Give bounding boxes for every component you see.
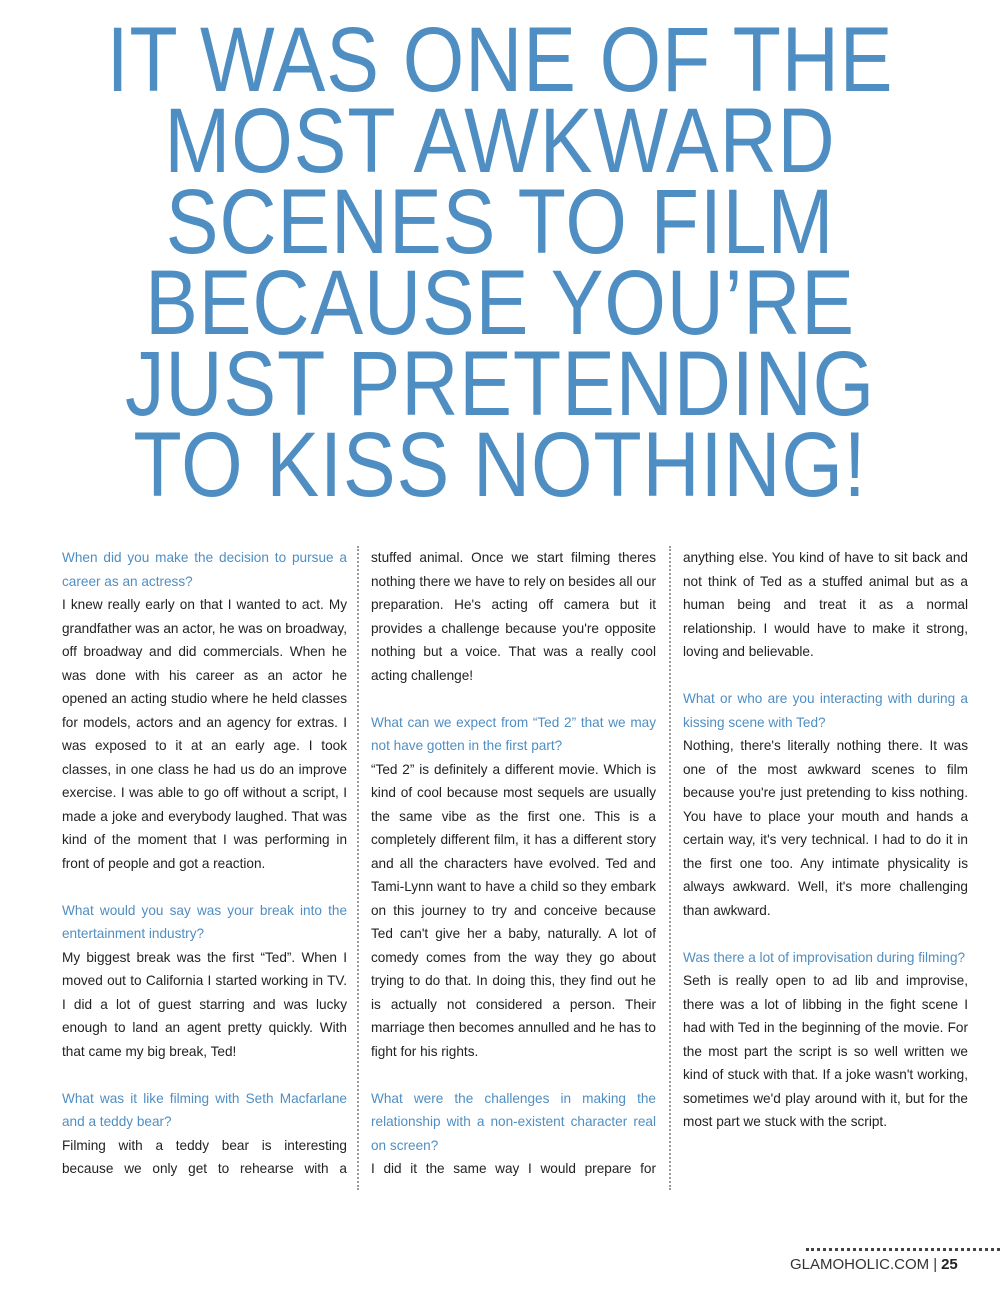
question-6: What or who are you interacting with during a kissing scene with Ted? (683, 691, 968, 730)
answer-3-continued: stuffed animal. Once we start filming theres nothing there we have to rely on besides all our preparation. He's acting off camera but it provides a challenge because you're opposite nothing but a voice. That was a really cool acting challenge! (371, 550, 656, 683)
answer-4: “Ted 2” is definitely a different movie. Which is kind of cool because most sequels are usually the same vibe as the first one. This is a completely different film, it has a different story and all the characters have evolved. Ted and Tami-Lynn want to have a child so they embark on this journey to try and conceive because Ted can't give her a baby, naturally. A lot of comedy comes from the way they go about trying to do that. In doing this, they find out he is actually not considered a person. Their marriage then becomes annulled and he has to fight for his rights. (371, 761, 656, 1059)
paragraph-gap (62, 1063, 347, 1087)
question-5: What were the challenges in making the relationship with a non-existent character real on screen? (371, 1090, 656, 1153)
pull-quote-headline (70, 9, 930, 516)
footer-site-name: GLAMOHOLIC.COM (790, 1256, 930, 1273)
column-divider-2 (669, 546, 671, 1190)
answer-5: I did it the same way I would prepare for (371, 1161, 656, 1176)
headline-line-3: SCENES TO FILM (165, 171, 835, 273)
question-1: When did you make the decision to pursue a career as an actress? (62, 550, 347, 589)
column-divider-1 (357, 546, 359, 1190)
headline-line-5: JUST PRETENDING (124, 333, 875, 435)
headline-line-4: BECAUSE YOU’RE (145, 252, 855, 354)
answer-3: Filming with a teddy bear is interesting because we only get to rehearse with a (62, 1137, 347, 1176)
question-3: What was it like filming with Seth Macfarlane and a teddy bear? (62, 1090, 347, 1129)
page-number: 25 (941, 1256, 958, 1273)
paragraph-gap (371, 1063, 656, 1087)
paragraph-gap (371, 687, 656, 711)
answer-7: Seth is really open to ad lib and improvise, there was a lot of libbing in the fight scene I had with Ted in the beginning of the movie. For the most part the script is so well written we kind of stuck with that. If a joke wasn't working, sometimes we'd play around with it, but for the most part we stuck with the script. (683, 973, 968, 1129)
paragraph-gap (683, 664, 968, 688)
headline-line-2: MOST AWKWARD (164, 90, 836, 192)
answer-5-continued: anything else. You kind of have to sit back and not think of Ted as a stuffed animal but as a human being and treat it as a normal relationship. I would have to make it strong, loving and believable. (683, 550, 968, 659)
question-2: What would you say was your break into the entertainment industry? (62, 902, 347, 941)
page-footer (790, 1256, 990, 1273)
headline-line-6: TO KISS NOTHING! (133, 414, 867, 516)
article-column-3 (683, 546, 968, 1134)
headline-line-1: IT WAS ONE OF THE (106, 9, 894, 111)
footer-dotted-rule (806, 1248, 1000, 1251)
answer-1: I knew really early on that I wanted to act. My grandfather was an actor, he was on broadway, off broadway and did commercials. When he was done with his career as an actor he opened an acting studio where he held classes for models, actors and an agency for extras. I was exposed to it at an early age. I took classes, in one class he had us do an improve exercise. I was able to go off without a script, I made a joke and everybody laughed. That was kind of the moment that I was performing in front of people and got a reaction. (62, 597, 347, 871)
paragraph-gap (683, 922, 968, 946)
answer-6: Nothing, there's literally nothing there. It was one of the most awkward scenes to film because you're just pretending to kiss nothing. You have to place your mouth and hands a certain way, it's very technical. I had to do it in the first one too. Any intimate physicality is always awkward. Well, it's more challenging than awkward. (683, 738, 968, 918)
footer-separator: | (933, 1256, 938, 1273)
answer-2: My biggest break was the first “Ted”. When I moved out to California I started working in TV. I did a lot of guest starring and was lucky enough to land an agent pretty quickly. With that came my big break, Ted! (62, 949, 347, 1059)
article-column-2 (371, 546, 656, 1181)
paragraph-gap (62, 875, 347, 899)
question-4: What can we expect from “Ted 2” that we may not have gotten in the first part? (371, 714, 656, 753)
question-7: Was there a lot of improvisation during filming? (683, 949, 966, 965)
article-column-1 (62, 546, 347, 1181)
